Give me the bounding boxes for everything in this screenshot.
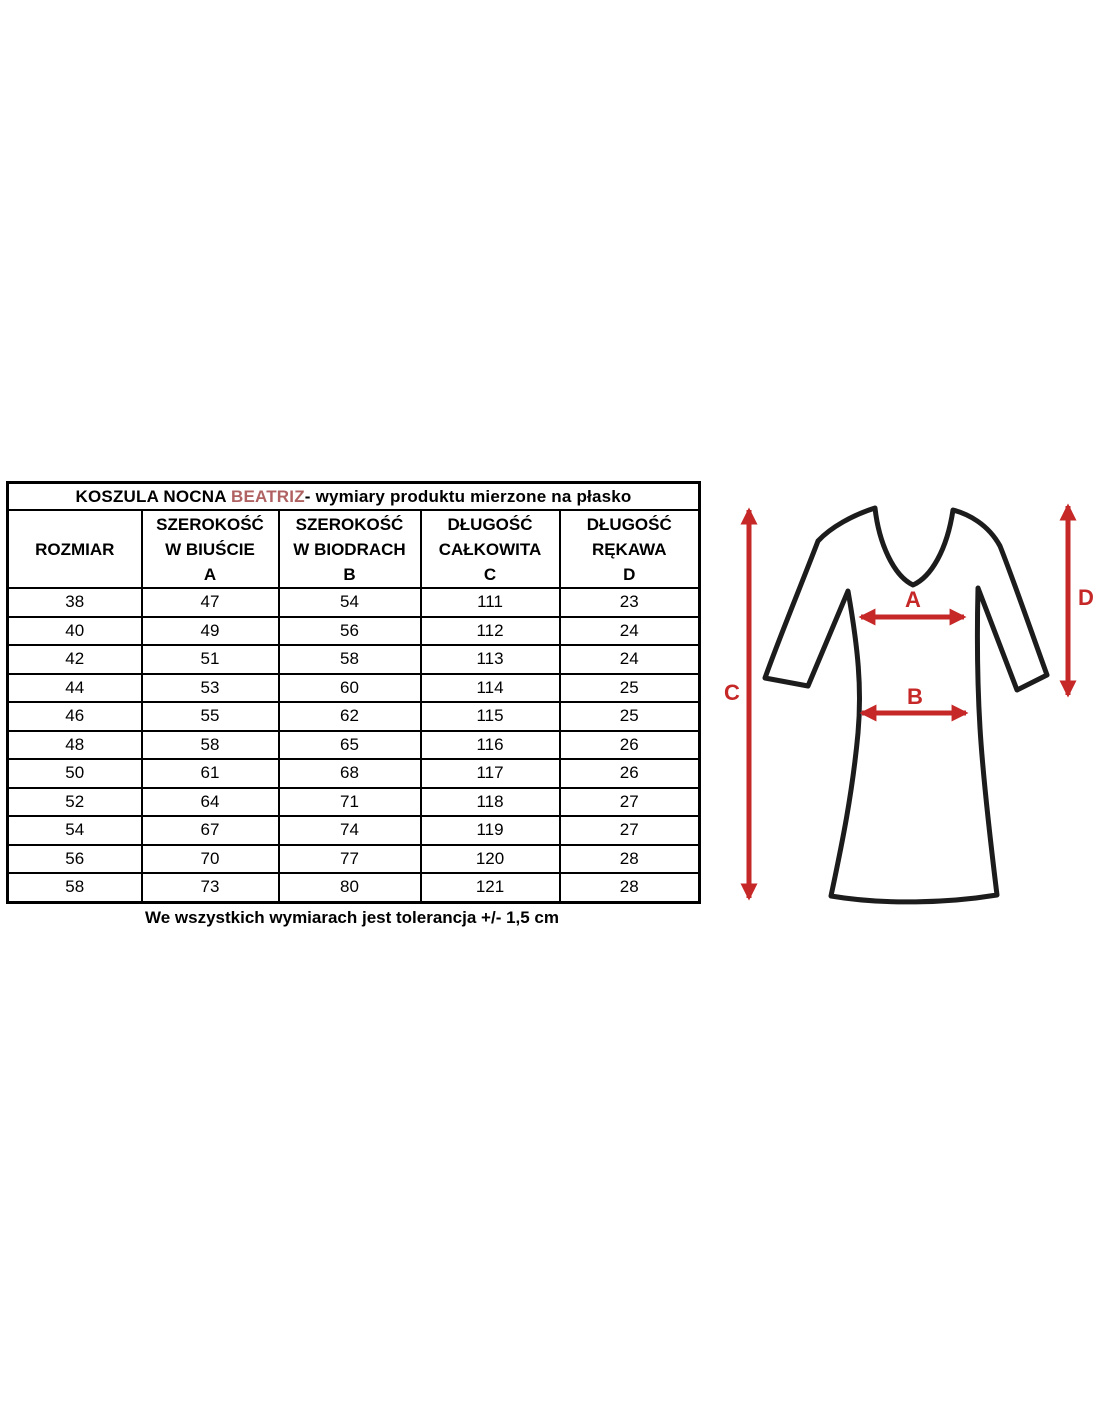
measurement-cell: 23 xyxy=(560,588,700,617)
table-row xyxy=(8,731,700,760)
size-cell: 48 xyxy=(8,731,142,760)
measurement-cell: 58 xyxy=(142,731,279,760)
measurement-cell: 60 xyxy=(279,674,421,703)
col-header-bust-width xyxy=(142,510,279,588)
measurement-cell: 74 xyxy=(279,816,421,845)
col-header-line: W BIUŚCIE xyxy=(165,539,255,559)
measurement-cell: 28 xyxy=(560,873,700,902)
table-row xyxy=(8,873,700,902)
col-header-hip-width xyxy=(279,510,421,588)
sleeve-length-label: D xyxy=(1078,585,1094,610)
col-header-line: SZEROKOŚĆ xyxy=(156,514,264,534)
measurement-diagram xyxy=(700,478,1100,948)
col-header-line: RĘKAWA xyxy=(591,539,667,559)
measurement-cell: 26 xyxy=(560,731,700,760)
measurement-cell: 64 xyxy=(142,788,279,817)
col-header-letter: B xyxy=(343,564,356,584)
measurement-cell: 65 xyxy=(279,731,421,760)
size-table-body xyxy=(8,588,700,902)
size-cell: 44 xyxy=(8,674,142,703)
table-title-row xyxy=(8,483,700,511)
size-cell: 50 xyxy=(8,759,142,788)
measurement-cell: 54 xyxy=(279,588,421,617)
measurement-cell: 73 xyxy=(142,873,279,902)
size-cell: 52 xyxy=(8,788,142,817)
col-header-letter: A xyxy=(203,564,217,584)
measurement-cell: 61 xyxy=(142,759,279,788)
table-row xyxy=(8,788,700,817)
col-header-line: ROZMIAR xyxy=(35,539,115,559)
measurement-cell: 25 xyxy=(560,674,700,703)
measurement-cell: 111 xyxy=(421,588,560,617)
measurement-cell: 71 xyxy=(279,788,421,817)
measurement-cell: 116 xyxy=(421,731,560,760)
measurement-cell: 119 xyxy=(421,816,560,845)
measurement-cell: 113 xyxy=(421,645,560,674)
measurement-cell: 25 xyxy=(560,702,700,731)
title-prefix: KOSZULA NOCNA xyxy=(75,486,231,506)
table-row xyxy=(8,845,700,874)
size-cell: 54 xyxy=(8,816,142,845)
measurement-cell: 112 xyxy=(421,617,560,646)
measurement-cell: 118 xyxy=(421,788,560,817)
measurement-cell: 114 xyxy=(421,674,560,703)
col-header-total-length xyxy=(421,510,560,588)
measurement-cell: 70 xyxy=(142,845,279,874)
size-chart-table xyxy=(6,481,701,904)
measurement-cell: 53 xyxy=(142,674,279,703)
measurement-cell: 120 xyxy=(421,845,560,874)
measurement-cell: 117 xyxy=(421,759,560,788)
measurement-cell: 58 xyxy=(279,645,421,674)
col-header-rozmiar xyxy=(8,510,142,588)
hip-width-label: B xyxy=(907,684,923,709)
title-product-name: BEATRIZ xyxy=(230,486,305,506)
col-header-line: DŁUGOŚĆ xyxy=(586,514,672,534)
nightgown-outline-drawing xyxy=(765,508,1047,902)
measurement-cell: 77 xyxy=(279,845,421,874)
size-cell: 38 xyxy=(8,588,142,617)
tolerance-note: We wszystkich wymiarach jest tolerancja +/- 1,5 cm xyxy=(144,908,560,927)
col-header-letter: C xyxy=(483,564,497,584)
table-row xyxy=(8,816,700,845)
measurement-cell: 80 xyxy=(279,873,421,902)
measurement-cell: 67 xyxy=(142,816,279,845)
size-cell: 40 xyxy=(8,617,142,646)
col-header-line: CAŁKOWITA xyxy=(438,539,542,559)
measurement-cell: 26 xyxy=(560,759,700,788)
measurement-cell: 27 xyxy=(560,816,700,845)
col-header-line: SZEROKOŚĆ xyxy=(295,514,404,534)
measurement-cell: 24 xyxy=(560,617,700,646)
size-cell: 56 xyxy=(8,845,142,874)
measurement-cell: 28 xyxy=(560,845,700,874)
col-header-sleeve-length xyxy=(560,510,700,588)
measurement-cell: 121 xyxy=(421,873,560,902)
table-header-row xyxy=(8,510,700,588)
col-header-line: W BIODRACH xyxy=(293,539,406,559)
table-row xyxy=(8,617,700,646)
measurement-cell: 115 xyxy=(421,702,560,731)
table-row xyxy=(8,759,700,788)
col-header-line: DŁUGOŚĆ xyxy=(447,514,533,534)
measurement-cell: 56 xyxy=(279,617,421,646)
table-row xyxy=(8,702,700,731)
size-cell: 58 xyxy=(8,873,142,902)
measurement-cell: 47 xyxy=(142,588,279,617)
measurement-cell: 27 xyxy=(560,788,700,817)
table-title xyxy=(8,483,700,511)
table-row xyxy=(8,588,700,617)
measurement-cell: 24 xyxy=(560,645,700,674)
size-cell: 46 xyxy=(8,702,142,731)
col-header-letter: D xyxy=(623,564,636,584)
measurement-cell: 51 xyxy=(142,645,279,674)
bust-width-label: A xyxy=(905,587,921,612)
measurement-cell: 68 xyxy=(279,759,421,788)
total-length-label: C xyxy=(724,680,740,705)
measurement-cell: 62 xyxy=(279,702,421,731)
table-row xyxy=(8,674,700,703)
measurement-cell: 55 xyxy=(142,702,279,731)
table-row xyxy=(8,645,700,674)
title-suffix: - wymiary produktu mierzone na płasko xyxy=(304,486,632,506)
size-cell: 42 xyxy=(8,645,142,674)
measurement-cell: 49 xyxy=(142,617,279,646)
